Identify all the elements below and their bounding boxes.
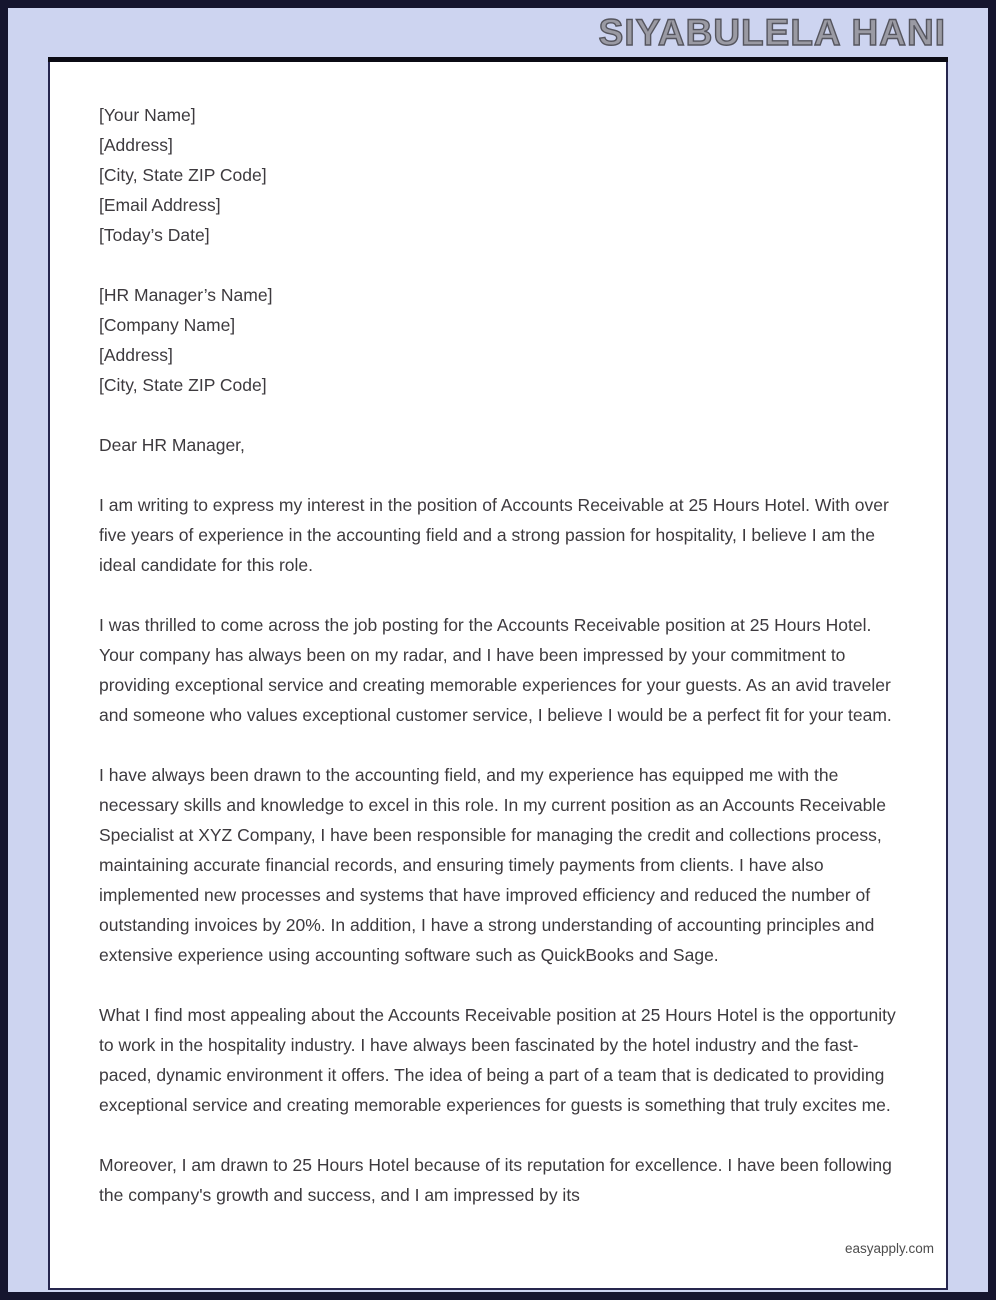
- sender-date-line: [Today’s Date]: [99, 225, 210, 245]
- salutation: Dear HR Manager,: [99, 435, 245, 455]
- paragraph-intro: I am writing to express my interest in the position of Accounts Receivable at 25 Hours Hotel. With over five years of experience in the accounting field and a strong passion for hospitality, I believe I am the ideal candidate for this role.: [99, 495, 889, 575]
- letter-body: [99, 100, 896, 1210]
- sender-email-line: [Email Address]: [99, 195, 221, 215]
- sender-city-line: [City, State ZIP Code]: [99, 165, 267, 185]
- header: [8, 8, 988, 57]
- page-title: SIYABULELA HANI: [598, 12, 946, 53]
- recipient-company-line: [Company Name]: [99, 315, 236, 335]
- recipient-city-line: [City, State ZIP Code]: [99, 375, 267, 395]
- paragraph-reputation: Moreover, I am drawn to 25 Hours Hotel because of its reputation for excellence. I have been following the company's growth and success, and I am impressed by its: [99, 1155, 892, 1205]
- recipient-name-line: [HR Manager’s Name]: [99, 285, 273, 305]
- paragraph-appeal: What I find most appealing about the Accounts Receivable position at 25 Hours Hotel is the opportunity to work in the hospitality industry. I have always been fascinated by the hotel industry and the fast-paced, dynamic environment it offers. The idea of being a part of a team that is dedicated to providing exceptional service and creating memorable experiences for guests is something that truly excites me.: [99, 1005, 896, 1115]
- paragraph-job-posting: I was thrilled to come across the job posting for the Accounts Receivable position at 25 Hours Hotel. Your company has always been on my radar, and I have been impressed by your commitment to providing exceptional service and creating memorable experiences for your guests. As an avid traveler and someone who values exceptional customer service, I believe I would be a perfect fit for your team.: [99, 615, 892, 725]
- sender-name-line: [Your Name]: [99, 105, 196, 125]
- sender-address-block: [99, 100, 896, 250]
- paragraph-experience: I have always been drawn to the accounting field, and my experience has equipped me with the necessary skills and knowledge to excel in this role. In my current position as an Accounts Receivable Specialist at XYZ Company, I have been responsible for managing the credit and collections process, maintaining accurate financial records, and ensuring timely payments from clients. I have also implemented new processes and systems that have improved efficiency and reduced the number of outstanding invoices by 20%. In addition, I have a strong understanding of accounting principles and extensive experience using accounting software such as QuickBooks and Sage.: [99, 765, 886, 965]
- recipient-address-block: [99, 280, 896, 400]
- sender-address-line: [Address]: [99, 135, 173, 155]
- watermark: easyapply.com: [844, 1241, 934, 1256]
- letter-page: [48, 62, 948, 1290]
- recipient-address-line: [Address]: [99, 345, 173, 365]
